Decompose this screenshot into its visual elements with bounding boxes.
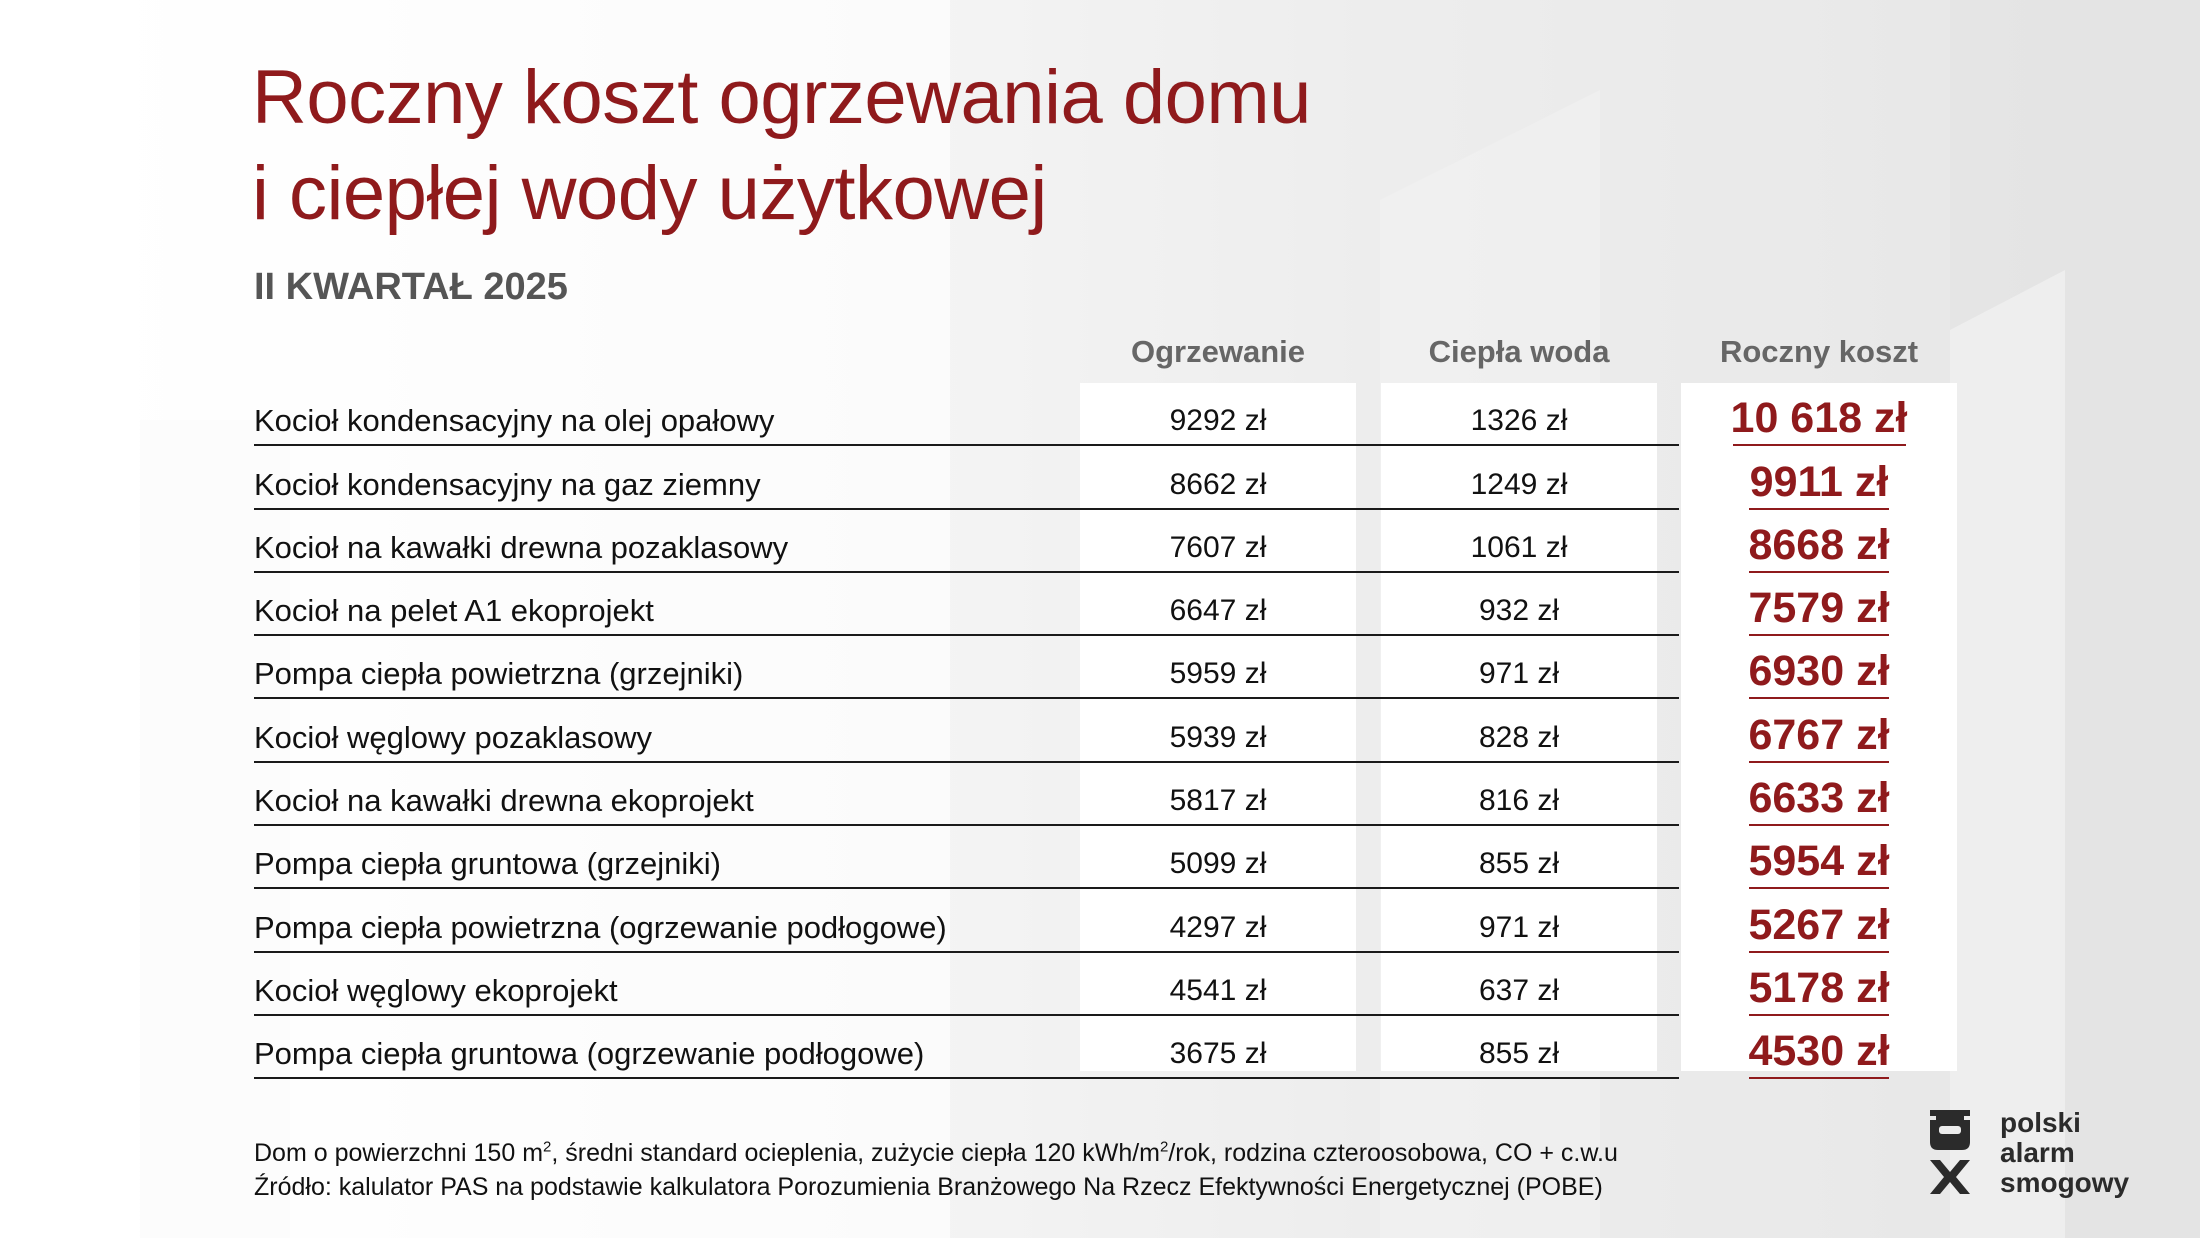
heating-cost-cell: 8662 zł [1169, 467, 1267, 501]
row-label: Kocioł węglowy ekoprojekt [254, 972, 618, 1008]
column-header-heating: Ogrzewanie [1131, 334, 1305, 369]
water-cost-cell: 1061 zł [1470, 530, 1568, 564]
row-label: Pompa ciepła powietrzna (grzejniki) [254, 656, 744, 692]
pas-mask-logo-icon [1926, 1108, 1974, 1198]
annual-cost-cell: 4530 zł [1748, 1027, 1890, 1076]
title-line-2: i ciepłej wody użytkowej [252, 151, 1047, 236]
water-cost-cell: 1326 zł [1470, 404, 1568, 438]
superscript: 2 [1160, 1138, 1169, 1156]
annual-cost-cell: 5954 zł [1748, 837, 1890, 886]
heating-cost-cell: 3675 zł [1169, 1037, 1267, 1071]
cost-table [254, 383, 1908, 1079]
heating-cost-cell: 6647 zł [1169, 594, 1267, 628]
table-row [254, 1016, 1889, 1079]
row-label: Kocioł na kawałki drewna pozaklasowy [254, 529, 789, 565]
row-label: Kocioł węglowy pozaklasowy [254, 719, 653, 755]
table-row [254, 636, 1889, 699]
table-row [254, 446, 1889, 509]
table-row [254, 573, 1889, 636]
heating-cost-cell: 9292 zł [1169, 404, 1267, 438]
annual-cost-cell: 6633 zł [1748, 774, 1890, 823]
annual-cost-cell: 10 618 zł [1730, 394, 1908, 443]
table-row [254, 953, 1889, 1016]
logo-wordmark [2000, 1108, 2129, 1198]
heating-cost-cell: 5099 zł [1169, 847, 1267, 881]
logo-word-alarm: alarm [2000, 1137, 2075, 1168]
heating-cost-cell: 4297 zł [1169, 910, 1267, 944]
footnote [254, 1136, 1618, 1204]
footnote-assumptions [254, 1136, 1618, 1170]
superscript: 2 [543, 1138, 552, 1156]
annual-cost-cell: 6767 zł [1748, 710, 1890, 759]
footnote-text: /rok, rodzina czteroosobowa, CO + c.w.u [1168, 1139, 1618, 1167]
water-cost-cell: 855 zł [1478, 1037, 1560, 1071]
annual-cost-cell: 7579 zł [1748, 584, 1890, 633]
row-label: Pompa ciepła gruntowa (ogrzewanie podłogowe) [254, 1036, 925, 1072]
row-label: Kocioł na kawałki drewna ekoprojekt [254, 783, 754, 819]
row-divider [254, 1077, 1679, 1079]
row-label: Kocioł na pelet A1 ekoprojekt [254, 593, 654, 629]
row-label: Kocioł kondensacyjny na gaz ziemny [254, 466, 761, 502]
annual-cost-cell: 5267 zł [1748, 900, 1890, 949]
table-row [254, 383, 1908, 446]
annual-cost-cell: 5178 zł [1748, 963, 1890, 1012]
water-cost-cell: 971 zł [1478, 657, 1560, 691]
heating-cost-cell: 5959 zł [1169, 657, 1267, 691]
table-row [254, 826, 1889, 889]
water-cost-cell: 816 zł [1478, 784, 1560, 818]
row-label: Kocioł kondensacyjny na olej opałowy [254, 403, 775, 439]
annual-cost-cell: 6930 zł [1748, 647, 1890, 696]
water-cost-cell: 1249 zł [1470, 467, 1568, 501]
water-cost-cell: 971 zł [1478, 910, 1560, 944]
polski-alarm-smogowy-logo [1926, 1108, 2166, 1198]
heating-cost-cell: 5939 zł [1169, 720, 1267, 754]
column-header-water: Ciepła woda [1428, 334, 1610, 369]
water-cost-cell: 637 zł [1478, 973, 1560, 1007]
logo-word-polski: polski [2000, 1107, 2081, 1138]
heating-cost-cell: 7607 zł [1169, 530, 1267, 564]
water-cost-cell: 828 zł [1478, 720, 1560, 754]
footnote-text: Dom o powierzchni 150 m [254, 1139, 544, 1167]
logo-word-smogowy: smogowy [2000, 1167, 2130, 1198]
water-cost-cell: 855 zł [1478, 847, 1560, 881]
water-cost-cell: 932 zł [1478, 594, 1560, 628]
heating-cost-cell: 5817 zł [1169, 784, 1267, 818]
title-line-1: Roczny koszt ogrzewania domu [252, 55, 1311, 140]
footnote-source: Źródło: kalulator PAS na podstawie kalkulatora Porozumienia Branżowego Na Rzecz Efektywności Energetycznej (POBE) [254, 1173, 1603, 1201]
table-row [254, 763, 1889, 826]
table-row [254, 889, 1889, 952]
annual-cost-cell: 8668 zł [1748, 520, 1890, 569]
page-subtitle: II KWARTAŁ 2025 [254, 266, 568, 308]
column-header-total: Roczny koszt [1719, 334, 1919, 369]
page-title [252, 50, 1311, 242]
table-row [254, 699, 1889, 762]
total-underline [1749, 1077, 1889, 1079]
table-row [254, 510, 1889, 573]
annual-cost-cell: 9911 zł [1749, 457, 1889, 506]
footnote-text: , średni standard ocieplenia, zużycie ciepła 120 kWh/m [551, 1139, 1161, 1167]
row-label: Pompa ciepła powietrzna (ogrzewanie podłogowe) [254, 909, 947, 945]
row-label: Pompa ciepła gruntowa (grzejniki) [254, 846, 721, 882]
heating-cost-cell: 4541 zł [1169, 973, 1267, 1007]
